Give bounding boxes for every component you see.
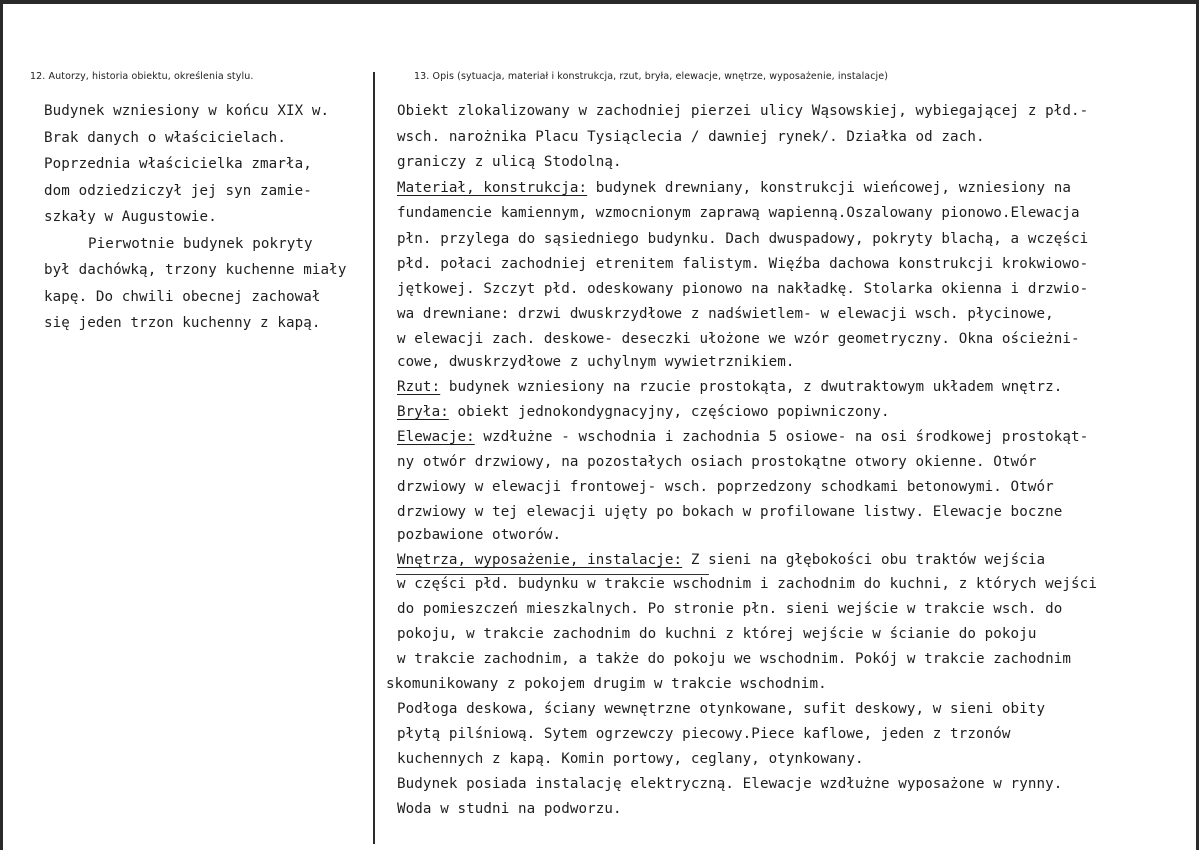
history-line: był dachówką, trzony kuchenne miały: [44, 262, 347, 278]
description-line: drzwiowy w elewacji frontowej- wsch. poprzedzony schodkami betonowymi. Otwór: [397, 479, 1054, 495]
description-line: płd. połaci zachodniej etrenitem falistym. Więźba dachowa konstrukcji krokwiowo-: [397, 256, 1089, 272]
description-line: płytą pilśniową. Sytem ogrzewczy piecowy.Piece kaflowe, jeden z trzonów: [397, 726, 1011, 742]
material-paragraph-line: [397, 181, 1071, 195]
description-line: skomunikowany z pokojem drugim w trakcie wschodnim.: [386, 676, 827, 692]
description-line: graniczy z ulicą Stodolną.: [397, 154, 622, 170]
material-heading: Materiał, konstrukcja:: [397, 180, 588, 196]
history-line: Brak danych o właścicielach.: [44, 130, 286, 146]
elewacje-text: wzdłużne - wschodnia i zachodnia 5 osiowe- na osi środkowej prostokąt-: [474, 429, 1089, 445]
description-line: wsch. narożnika Placu Tysiąclecia / dawniej rynek/. Działka od zach.: [397, 129, 985, 145]
description-line: cowe, dwuskrzydłowe z uchylnym wywietrznikiem.: [397, 354, 795, 370]
description-line: wa drewniane: drzwi dwuskrzydłowe z nadświetlem- w elewacji wsch. płycinowe,: [397, 306, 1054, 322]
section-12-label: 12. Autorzy, historia obiektu, określenia stylu.: [30, 71, 254, 82]
wnetrza-heading: Wnętrza, wyposażenie, instalacje:: [397, 552, 683, 568]
rzut-text: budynek wzniesiony na rzucie prostokąta, z dwutraktowym układem wnętrz.: [440, 379, 1063, 395]
column-divider: [373, 72, 375, 844]
page-top-border: [0, 0, 1199, 4]
bryla-heading: Bryła:: [397, 404, 449, 420]
description-line: Podłoga deskowa, ściany wewnętrzne otynkowane, sufit deskowy, w sieni obity: [397, 701, 1046, 717]
description-line: w trakcie zachodnim, a także do pokoju we wschodnim. Pokój w trakcie zachodnim: [397, 651, 1072, 667]
history-line: Budynek wzniesiony w końcu XIX w.: [44, 103, 330, 119]
history-line: się jeden trzon kuchenny z kapą.: [44, 315, 321, 331]
history-line: dom odziedziczył jej syn zamie-: [44, 183, 312, 199]
description-line: Obiekt zlokalizowany w zachodniej pierzei ulicy Wąsowskiej, wybiegającej z płd.-: [397, 103, 1089, 119]
wnetrza-text: Z sieni na głębokości obu traktów wejścia: [682, 552, 1046, 568]
bryla-text: obiekt jednokondygnacyjny, częściowo popiwniczony.: [448, 404, 890, 420]
section-13-label: 13. Opis (sytuacja, materiał i konstrukcja, rzut, bryła, elewacje, wnętrze, wyposażenie, instalacje): [414, 71, 889, 82]
rzut-heading: Rzut:: [397, 379, 441, 395]
history-line: Poprzednia właścicielka zmarła,: [44, 156, 312, 172]
wnetrza-paragraph-line: [397, 553, 1045, 567]
description-line: pokoju, w trakcie zachodnim do kuchni z której wejście w ścianie do pokoju: [397, 626, 1037, 642]
page-left-border: [0, 0, 3, 850]
description-line: do pomieszczeń mieszkalnych. Po stronie płn. sieni wejście w trakcie wsch. do: [397, 601, 1063, 617]
bryla-paragraph-line: [397, 405, 890, 419]
history-line: Pierwotnie budynek pokryty: [88, 236, 313, 252]
material-text: budynek drewniany, konstrukcji wieńcowej, wzniesiony na: [587, 180, 1072, 196]
heading-rule: [396, 574, 709, 575]
description-line: w części płd. budynku w trakcie wschodnim i zachodnim do kuchni, z których wejści: [397, 576, 1097, 592]
description-line: Budynek posiada instalację elektryczną. Elewacje wzdłużne wyposażone w rynny.: [397, 776, 1063, 792]
description-line: Woda w studni na podworzu.: [397, 801, 622, 817]
description-line: w elewacji zach. deskowe- deseczki ułożone we wzór geometryczny. Okna ościeżni-: [397, 331, 1080, 347]
description-line: ny otwór drzwiowy, na pozostałych osiach prostokątne otwory okienne. Otwór: [397, 454, 1037, 470]
description-line: płn. przylega do sąsiedniego budynku. Dach dwuspadowy, pokryty blachą, a wczęści: [397, 231, 1089, 247]
description-line: pozbawione otworów.: [397, 527, 562, 543]
description-line: kuchennych z kapą. Komin portowy, ceglany, otynkowany.: [397, 751, 864, 767]
elewacje-heading: Elewacje:: [397, 429, 475, 445]
description-line: jętkowej. Szczyt płd. odeskowany pionowo na nakładkę. Stolarka okienna i drzwio-: [397, 281, 1089, 297]
history-line: kapę. Do chwili obecnej zachował: [44, 289, 321, 305]
rzut-paragraph-line: [397, 380, 1062, 394]
elewacje-paragraph-line: [397, 430, 1088, 444]
description-line: drzwiowy w tej elewacji ujęty po bokach w profilowane listwy. Elewacje boczne: [397, 504, 1063, 520]
description-line: fundamencie kamiennym, wzmocnionym zaprawą wapienną.Oszalowany pionowo.Elewacja: [397, 205, 1080, 221]
history-line: szkały w Augustowie.: [44, 209, 217, 225]
